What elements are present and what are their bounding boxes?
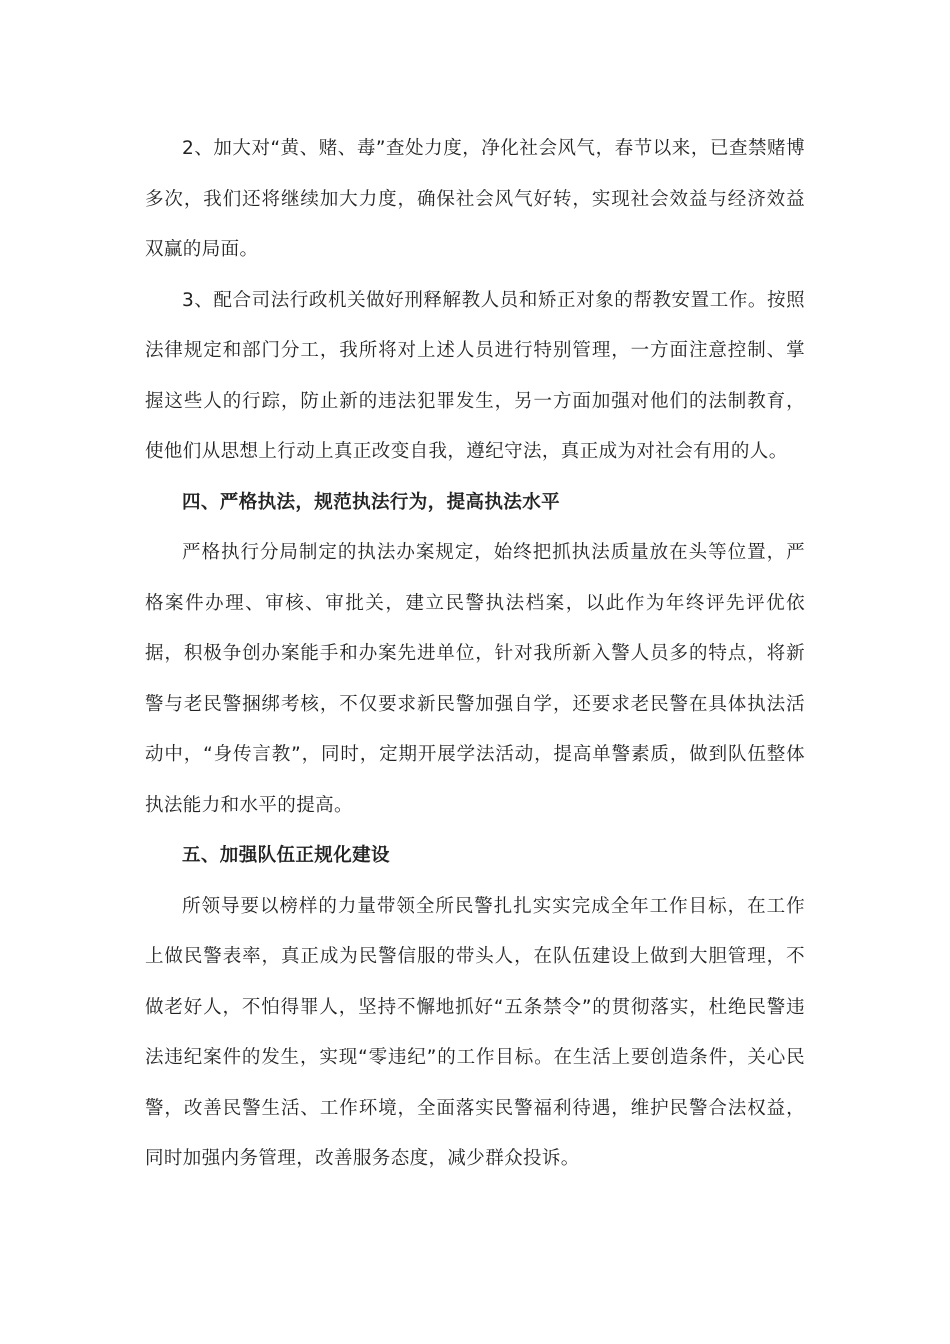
section-heading-5: 五、加强队伍正规化建设 (182, 845, 390, 866)
document-body (145, 124, 805, 1185)
section-heading-4: 四、严格执法，规范执法行为，提高执法水平 (182, 491, 561, 513)
paragraph-team-building: 所领导要以榜样的力量带领全所民警扎扎实实完成全年工作目标，在工作上做民警表率，真正成为民警信服的带头人，在队伍建设上做到大胆管理，不做老好人，不怕得罪人，坚持不懈地抓好“五条禁令”的贯彻落实，杜绝民警违法违纪案件的发生，实现“零违纪”的工作目标。在生活上要创造条件，关心民警，改善民警生活、工作环境，全面落实民警福利待遇，维护民警合法权益，同时加强内务管理，改善服务态度，减少群众投诉。 (145, 895, 805, 1169)
paragraph-item-3: 3、配合司法行政机关做好刑释解教人员和矫正对象的帮教安置工作。按照法律规定和部门分工，我所将对上述人员进行特别管理，一方面注意控制、掌握这些人的行踪，防止新的违法犯罪发生，另一方面加强对他们的法制教育，使他们从思想上行动上真正改变自我，遵纪守法，真正成为对社会有用的人。 (145, 289, 805, 462)
paragraph-item-2: 2、加大对“黄、赌、毒”查处力度，净化社会风气，春节以来，已查禁赌博多次，我们还将继续加大力度，确保社会风气好转，实现社会效益与经济效益双赢的局面。 (145, 138, 805, 260)
paragraph-law-enforcement: 严格执行分局制定的执法办案规定，始终把抓执法质量放在头等位置，严格案件办理、审核、审批关，建立民警执法档案，以此作为年终评先评优依据，积极争创办案能手和办案先进单位，针对我所新入警人员多的特点，将新警与老民警捆绑考核，不仅要求新民警加强自学，还要求老民警在具体执法活动中，“身传言教”，同时，定期开展学法活动，提高单警素质，做到队伍整体执法能力和水平的提高。 (145, 542, 805, 816)
